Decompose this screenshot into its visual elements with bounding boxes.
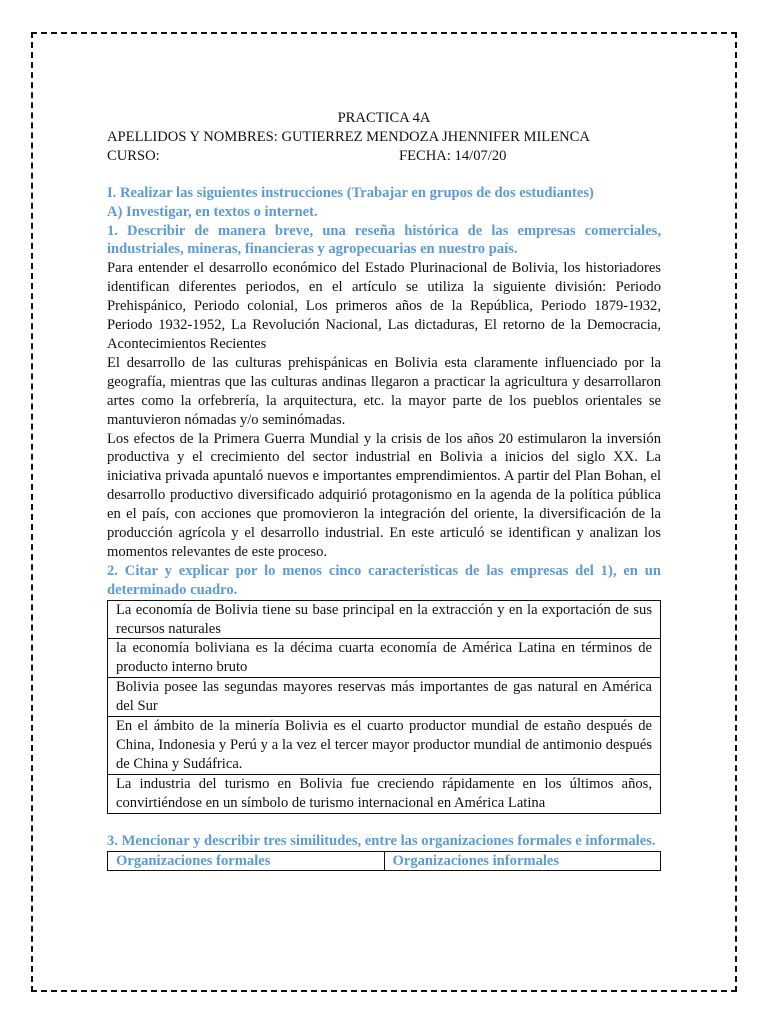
question-1: 1. Describir de manera breve, una reseña histórica de las empresas comerciales, industriales, mineras, financieras y agropecuarias en nuestro país. xyxy=(107,222,661,258)
table-cell: La economía de Bolivia tiene su base principal en la extracción y en la exportación de sus recursos naturales xyxy=(108,600,661,639)
table-row xyxy=(108,678,661,717)
table-cell: la economía boliviana es la décima cuarta economía de América Latina en términos de producto interno bruto xyxy=(108,639,661,678)
student-names: APELLIDOS Y NOMBRES: GUTIERREZ MENDOZA JHENNIFER MILENCA xyxy=(107,128,590,145)
paragraph-1: Para entender el desarrollo económico del Estado Plurinacional de Bolivia, los historiadores identifican diferentes periodos, en el artículo se utiliza la siguiente división: Periodo Prehispánico, Periodo colonial, Los primeros años de la República, Periodo 1879-1932, Periodo 1932-1952, La Revolución Nacional, Las dictaduras, El retorno de la Democracia, Acontecimientos Recientes xyxy=(107,260,661,352)
table-cell: La industria del turismo en Bolivia fue creciendo rápidamente en los últimos años, convirtiéndose en un símbolo de turismo internacional en América Latina xyxy=(108,774,661,813)
spacer xyxy=(107,166,661,184)
paragraph-2: El desarrollo de las culturas prehispánicas en Bolivia esta claramente influenciado por la geografía, mientras que las culturas andinas llegaron a practicar la agricultura y desarrollaron artes como la orfebrería, la arquitectura, etc. la mayor parte de los pueblos orientales se mantuvieron nómadas y/o seminómadas. xyxy=(107,354,661,428)
question-2: 2. Citar y explicar por lo menos cinco características de las empresas del 1), en un determinado cuadro. xyxy=(107,562,661,598)
section-heading: I. Realizar las siguientes instrucciones (Trabajar en grupos de dos estudiantes) xyxy=(107,184,594,201)
table-cell: En el ámbito de la minería Bolivia es el cuarto productor mundial de estaño después de China, Indonesia y Perú y a la vez el tercer mayor productor mundial de antimonio después de China y Sudáfrica. xyxy=(108,717,661,775)
table-row xyxy=(108,600,661,639)
fecha-label: FECHA: 14/07/20 xyxy=(399,147,507,164)
table-row xyxy=(108,717,661,775)
paragraph-3: Los efectos de la Primera Guerra Mundial y la crisis de los años 20 estimularon la inversión productiva y el crecimiento del sector industrial en Bolivia a inicios del siglo XX. La iniciativa privada apuntaló nuevos e importantes emprendimientos. A partir del Plan Bohan, el desarrollo productivo diversificado adquirió protagonismo en la agenda de la política pública en el país, con acciones que promovieron la integración del oriente, la diversificación de la producción agrícola y el desarrollo industrial. En este articuló se identifican y analizan los momentos relevantes de este proceso. xyxy=(107,430,661,560)
table-row xyxy=(108,774,661,813)
characteristics-table xyxy=(107,600,661,814)
doc-title: PRACTICA 4A xyxy=(337,110,431,126)
organizations-table xyxy=(107,851,661,872)
table-row xyxy=(108,639,661,678)
question-3: 3. Mencionar y describir tres similitudes, entre las organizaciones formales e informales. xyxy=(107,832,656,849)
table-cell: Bolivia posee las segundas mayores reservas más importantes de gas natural en América del Sur xyxy=(108,678,661,717)
curso-label: CURSO: xyxy=(107,147,160,164)
header-informal: Organizaciones informales xyxy=(384,851,661,871)
header-formal: Organizaciones formales xyxy=(108,851,385,871)
curso-fecha-row xyxy=(107,147,661,166)
sub-heading-a: A) Investigar, en textos o internet. xyxy=(107,203,318,220)
document-body xyxy=(107,109,661,871)
table-header-row xyxy=(108,851,661,871)
spacer xyxy=(107,814,661,832)
